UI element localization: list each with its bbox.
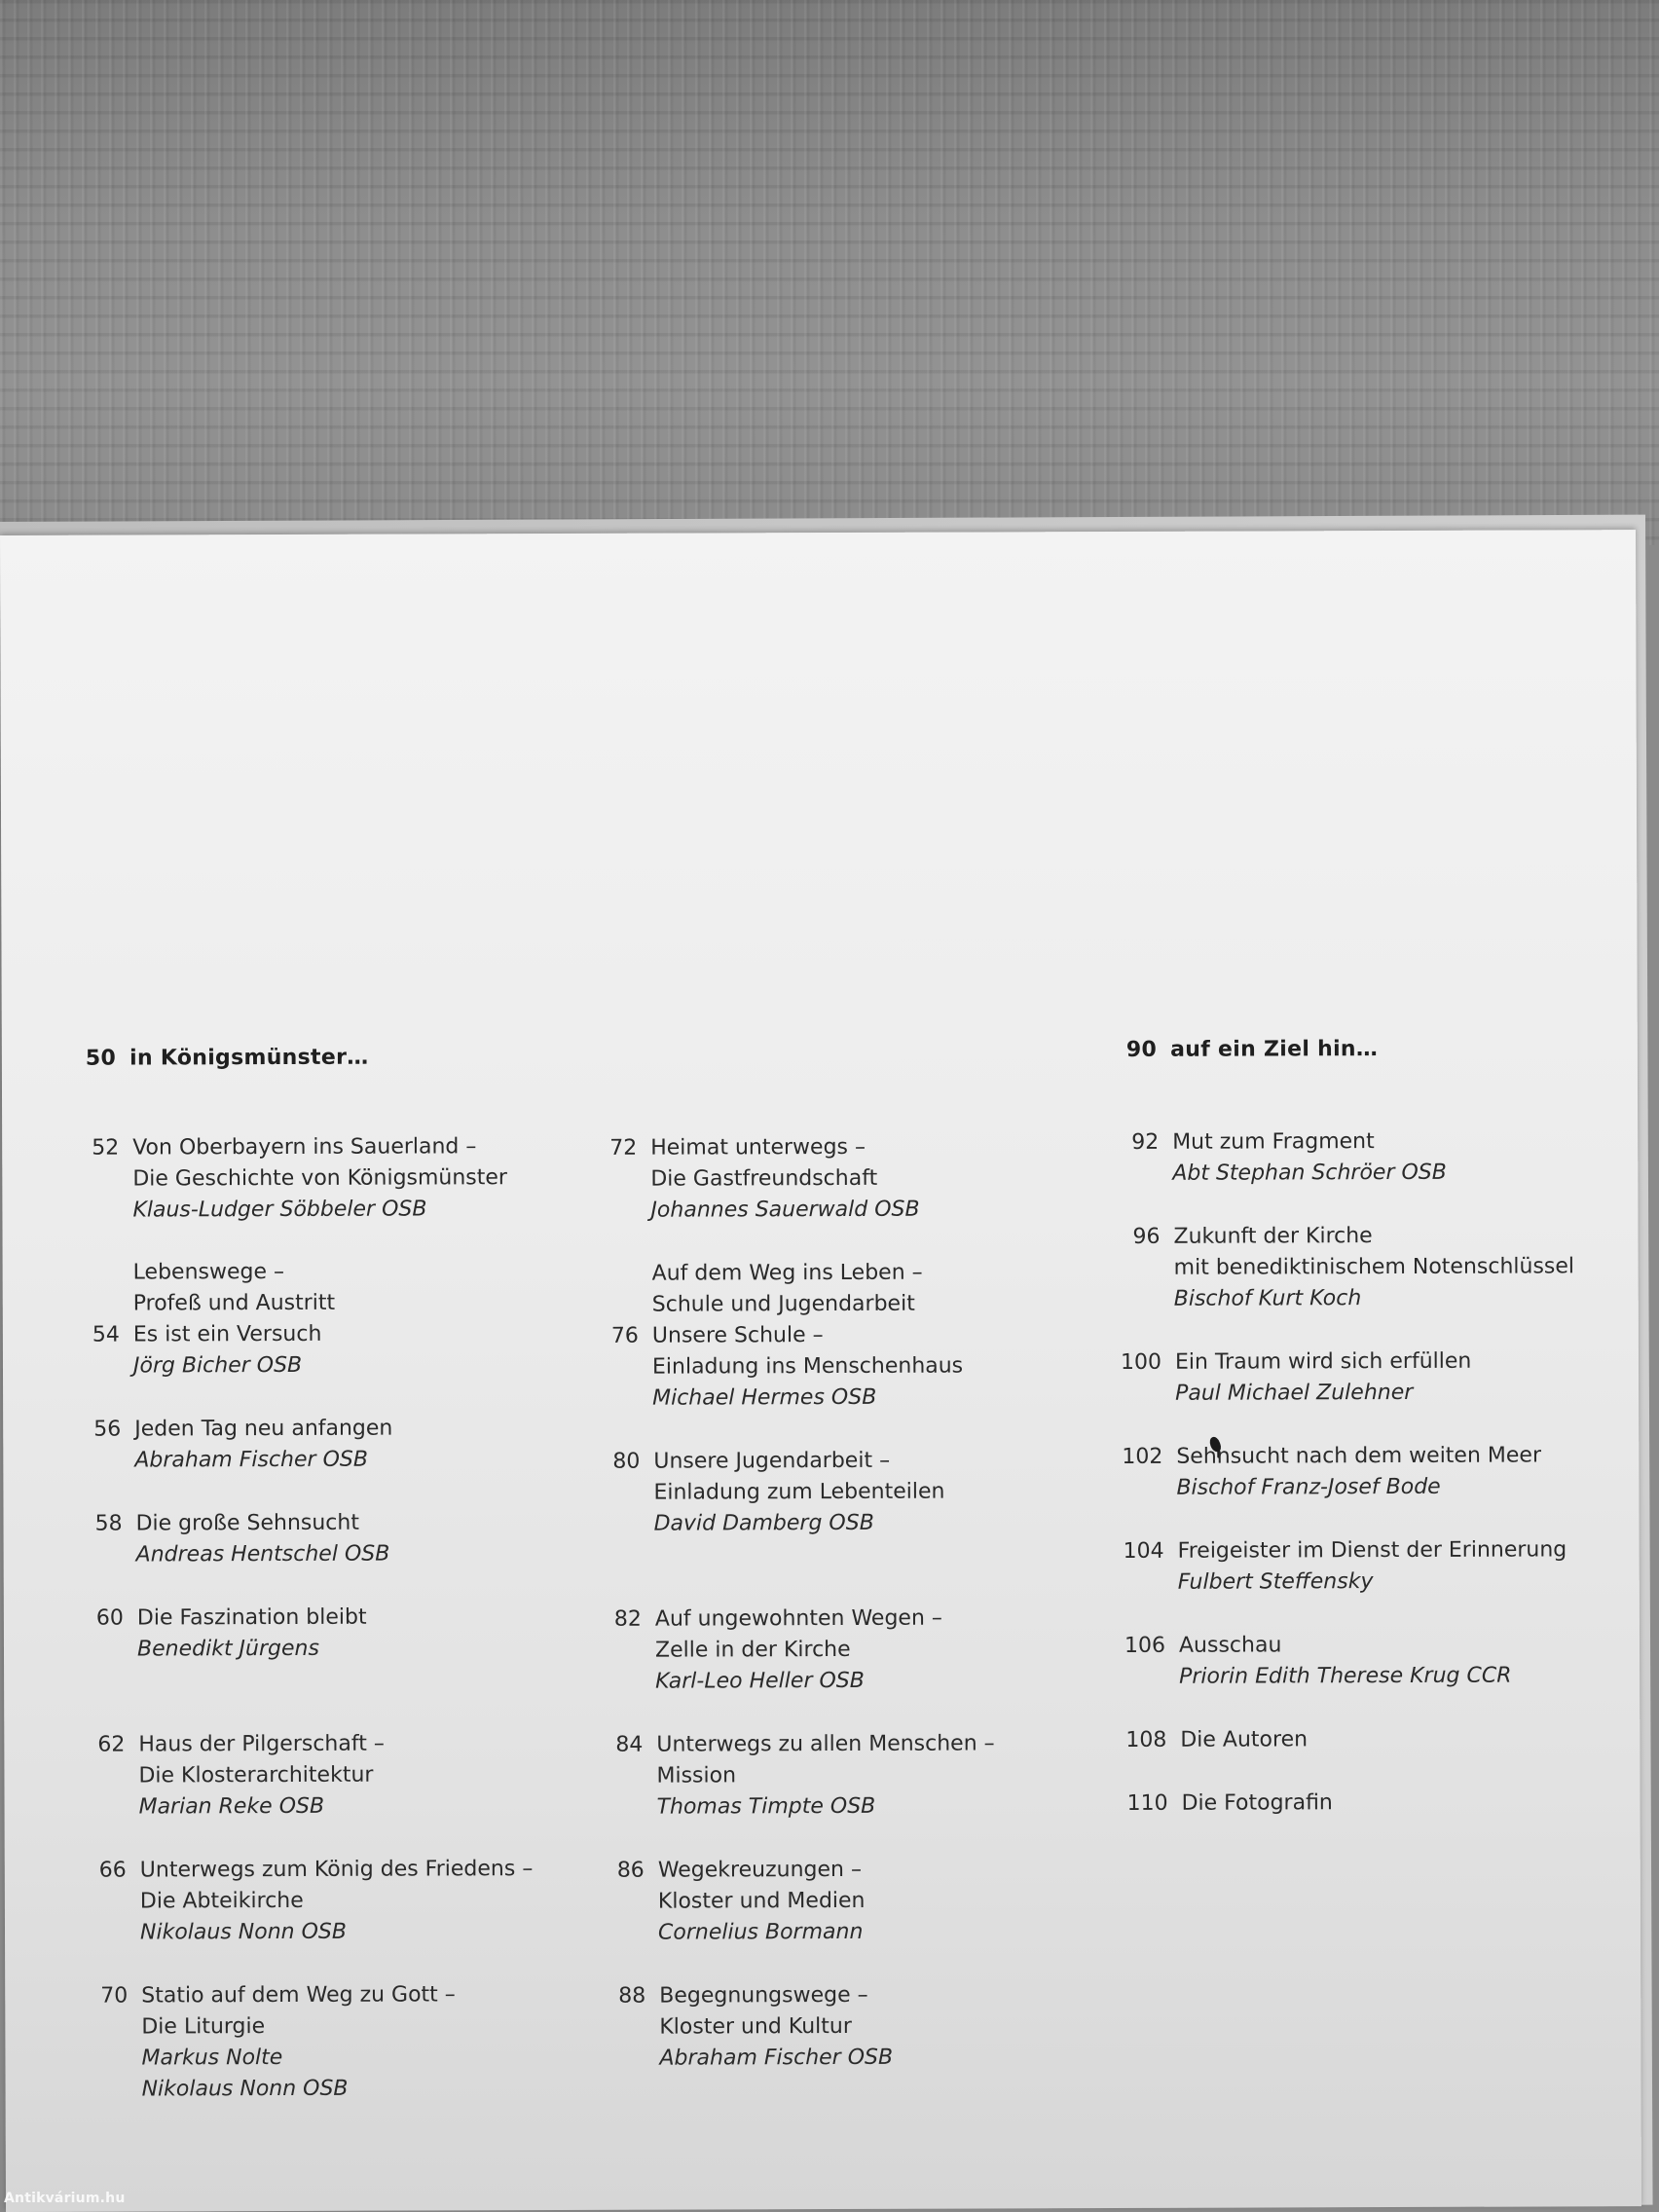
entry-page-number: 86 xyxy=(616,1858,645,1883)
section-header-left xyxy=(86,1046,369,1071)
entry-page-number: 56 xyxy=(93,1417,122,1442)
toc-entry xyxy=(97,1729,385,1824)
entry-page-number: 72 xyxy=(609,1135,638,1161)
entry-title-line: Schule und Jugendarbeit xyxy=(651,1291,915,1317)
entry-page-number: 92 xyxy=(1131,1129,1160,1155)
entry-page-number: 60 xyxy=(95,1605,124,1631)
entry-author: Karl-Leo Heller OSB xyxy=(655,1668,865,1694)
entry-page-number: 76 xyxy=(610,1323,639,1348)
toc-entry xyxy=(612,1446,945,1540)
toc-entry xyxy=(1122,1440,1542,1503)
toc-entry xyxy=(133,1257,336,1320)
entry-page-number: 80 xyxy=(612,1449,641,1474)
entry-title-line: Die große Sehnsucht xyxy=(135,1510,360,1536)
entry-author: Abraham Fischer OSB xyxy=(659,2045,894,2071)
entry-author: Cornelius Bormann xyxy=(657,1919,864,1945)
toc-entry xyxy=(100,1979,456,2105)
entry-title-line: Kloster und Kultur xyxy=(659,2013,852,2040)
entry-title-line: Unsere Jugendarbeit – xyxy=(653,1448,891,1474)
entry-title-line: Einladung zum Lebenteilen xyxy=(653,1479,945,1505)
toc-entry xyxy=(92,1131,508,1226)
toc-entry xyxy=(94,1508,390,1571)
entry-author: Klaus-Ludger Söbbeler OSB xyxy=(132,1197,427,1223)
entry-title-line: Die Gastfreundschaft xyxy=(650,1165,878,1192)
entry-page-number: 96 xyxy=(1132,1224,1161,1249)
section-page-number: 50 xyxy=(85,1046,117,1071)
entry-title-line: Es ist ein Versuch xyxy=(132,1321,322,1347)
toc-entry xyxy=(613,1604,942,1698)
entry-author: David Damberg OSB xyxy=(653,1510,874,1536)
entry-author: Benedikt Jürgens xyxy=(136,1636,319,1662)
book-page xyxy=(0,530,1641,2212)
entry-page-number: 82 xyxy=(613,1606,642,1632)
entry-author: Michael Hermes OSB xyxy=(652,1384,877,1411)
toc-entry xyxy=(98,1854,534,1948)
entry-title-line: Freigeister im Dienst der Erinnerung xyxy=(1177,1537,1567,1564)
entry-title-line: Die Fotografin xyxy=(1181,1790,1333,1816)
entry-title-line: Zelle in der Kirche xyxy=(654,1637,851,1663)
entry-title-line: Die Liturgie xyxy=(141,2014,266,2040)
entry-author: Bischof Kurt Koch xyxy=(1173,1286,1362,1311)
entry-title-line: Die Abteikirche xyxy=(139,1888,304,1914)
entry-author: Andreas Hentschel OSB xyxy=(135,1541,390,1567)
entry-title-line: Mut zum Fragment xyxy=(1172,1129,1375,1155)
toc-entry xyxy=(616,1855,866,1949)
toc-entry xyxy=(618,1980,894,2075)
entry-title-line: Auf dem Weg ins Leben – xyxy=(651,1260,923,1286)
entry-title-line: Lebenswege – xyxy=(132,1259,285,1285)
entry-author: Abraham Fischer OSB xyxy=(134,1447,368,1473)
entry-author: Thomas Timpte OSB xyxy=(656,1793,876,1820)
section-header-right xyxy=(1126,1037,1378,1062)
entry-title-line: Die Geschichte von Königsmünster xyxy=(132,1165,508,1192)
entry-page-number: 54 xyxy=(92,1322,120,1347)
entry-page-number: 106 xyxy=(1124,1633,1166,1658)
entry-title-line: mit benediktinischem Notenschlüssel xyxy=(1173,1254,1575,1280)
toc-entry xyxy=(95,1603,367,1666)
entry-title-line: Kloster und Medien xyxy=(657,1888,866,1914)
entry-page-number: 104 xyxy=(1123,1538,1164,1564)
entry-title-line: Jeden Tag neu anfangen xyxy=(134,1416,393,1442)
entry-page-number: 52 xyxy=(92,1135,120,1161)
entry-author: Fulbert Steffensky xyxy=(1177,1569,1374,1595)
entry-title-line: Wegekreuzungen – xyxy=(657,1857,862,1883)
toc-entry xyxy=(1123,1534,1567,1598)
entry-author: Nikolaus Nonn OSB xyxy=(139,1919,347,1945)
entry-author: Nikolaus Nonn OSB xyxy=(141,2076,349,2102)
toc-entry xyxy=(1131,1126,1447,1190)
entry-title-line: Unterwegs zu allen Menschen – xyxy=(656,1731,995,1757)
entry-title-line: Statio auf dem Weg zu Gott – xyxy=(141,1982,456,2009)
entry-title-line: Ein Traum wird sich erfüllen xyxy=(1174,1348,1472,1375)
section-page-number: 90 xyxy=(1125,1037,1158,1062)
entry-title-line: Unsere Schule – xyxy=(651,1323,824,1348)
table-surface xyxy=(0,0,1659,545)
toc-entry xyxy=(92,1319,322,1382)
watermark-label: Antikvárium.hu xyxy=(4,2191,126,2206)
toc-entry xyxy=(1124,1630,1512,1693)
entry-author: Markus Nolte xyxy=(141,2045,283,2071)
entry-page-number: 84 xyxy=(615,1732,644,1757)
entry-title-line: Mission xyxy=(656,1763,737,1788)
entry-title-line: Die Faszination bleibt xyxy=(136,1604,367,1631)
entry-title-line: Von Oberbayern ins Sauerland – xyxy=(132,1134,477,1161)
entry-author: Abt Stephan Schröer OSB xyxy=(1172,1160,1447,1186)
entry-title-line: Zukunft der Kirche xyxy=(1173,1224,1373,1249)
toc-entry xyxy=(615,1728,995,1823)
entry-page-number: 62 xyxy=(97,1732,126,1757)
toc-entry xyxy=(1132,1220,1575,1314)
section-title: auf ein Ziel hin… xyxy=(1170,1037,1379,1062)
entry-title-line: Sehnsucht nach dem weiten Meer xyxy=(1176,1443,1542,1469)
entry-title-line: Haus der Pilgerschaft – xyxy=(138,1731,385,1757)
toc-entry xyxy=(93,1414,393,1477)
entry-title-line: Einladung ins Menschenhaus xyxy=(651,1353,964,1380)
entry-author: Bischof Franz-Josef Bode xyxy=(1176,1474,1441,1500)
entry-page-number: 100 xyxy=(1120,1349,1162,1375)
entry-author: Marian Reke OSB xyxy=(138,1793,325,1820)
toc-entry xyxy=(1125,1724,1309,1755)
entry-title-line: Auf ungewohnten Wegen – xyxy=(654,1605,942,1632)
toc-entry xyxy=(1120,1346,1472,1410)
entry-title-line: Unterwegs zum König des Friedens – xyxy=(139,1857,534,1883)
entry-title-line: Begegnungswege – xyxy=(659,1982,868,2009)
entry-page-number: 102 xyxy=(1122,1444,1163,1469)
entry-title-line: Heimat unterwegs – xyxy=(650,1134,866,1161)
toc-entry xyxy=(652,1258,923,1321)
entry-title-line: Profeß und Austritt xyxy=(132,1290,336,1316)
entry-author: Jörg Bicher OSB xyxy=(132,1352,303,1379)
toc-entry xyxy=(609,1132,920,1227)
entry-author: Priorin Edith Therese Krug CCR xyxy=(1179,1663,1512,1689)
entry-page-number: 108 xyxy=(1125,1727,1167,1752)
toc-entry xyxy=(1126,1788,1333,1820)
entry-author: Johannes Sauerwald OSB xyxy=(650,1197,920,1223)
section-title: in Königsmünster… xyxy=(129,1045,369,1071)
entry-page-number: 110 xyxy=(1126,1790,1168,1816)
entry-author: Paul Michael Zulehner xyxy=(1175,1380,1414,1406)
toc-entry xyxy=(610,1320,964,1415)
entry-page-number: 88 xyxy=(618,1983,646,2009)
entry-title-line: Die Autoren xyxy=(1180,1727,1309,1752)
entry-title-line: Ausschau xyxy=(1178,1633,1282,1658)
entry-title-line: Die Klosterarchitektur xyxy=(138,1762,374,1788)
entry-page-number: 58 xyxy=(94,1511,123,1536)
entry-page-number: 70 xyxy=(100,1983,129,2009)
entry-page-number: 66 xyxy=(98,1858,127,1883)
